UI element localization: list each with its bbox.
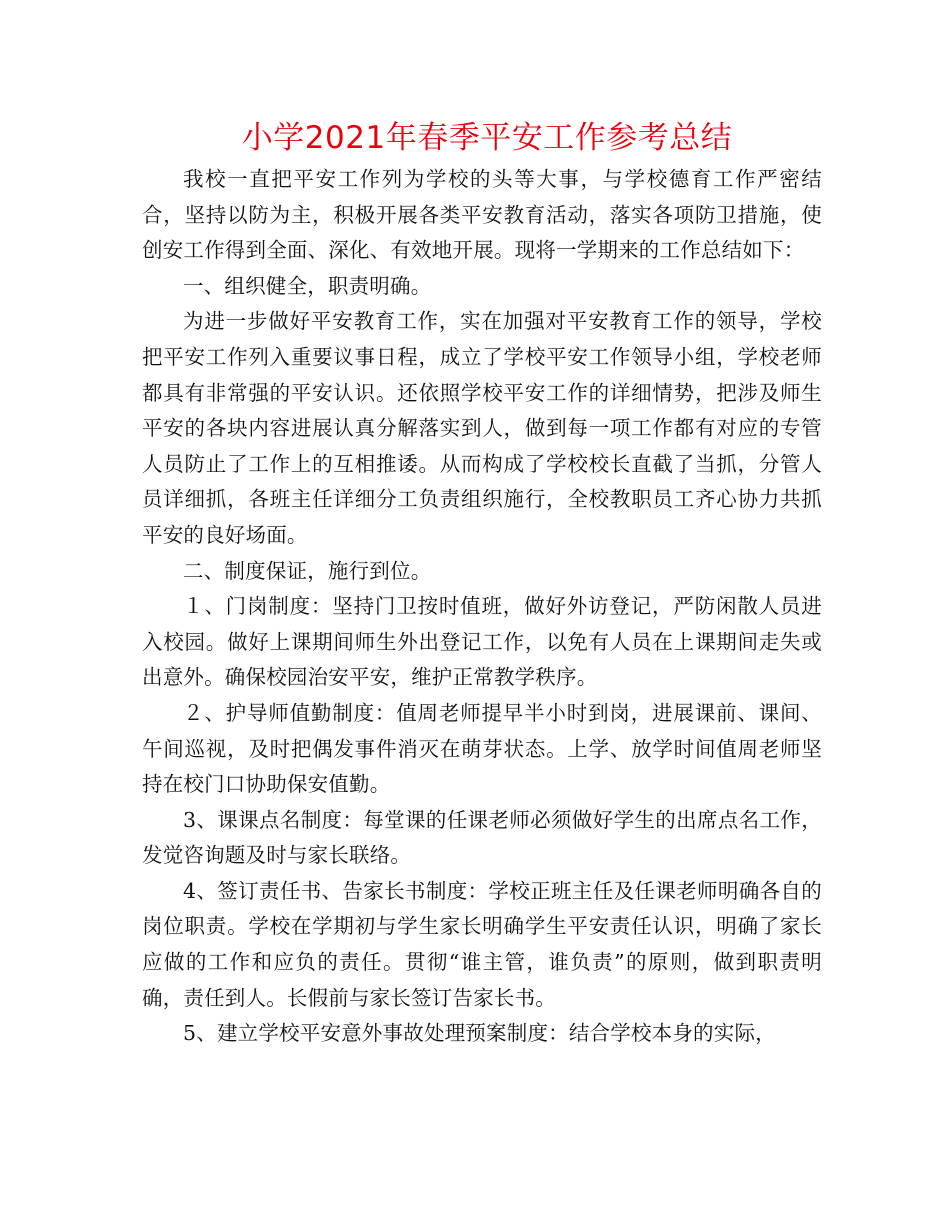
paragraph-organization: 为进一步做好平安教育工作，实在加强对平安教育工作的领导，学校把平安工作列入重要议事日程，成立了学校平安工作领导小组，学校老师都具有非常强的平安认识。还依照学校平安工作的详细情势，把涉及师生平安的各块内容进展认真分解落实到人，做到每一项工作都有对应的专管人员防止了工作上的互相推诿。从而构成了学校校长直截了当抓，分管人员详细抓，各班主任详细分工负责组织施行，全校教职员工齐心协力共抓平安的良好场面。 — [142, 309, 822, 547]
heading-section-2: 二、制度保证，施行到位。 — [183, 558, 432, 583]
paragraph-duty-system: ２、护导师值勤制度：值周老师提早半小时到岗，进展课前、课间、午间巡视，及时把偶发事件消灭在萌芽状态。上学、放学时间值周老师坚持在校门口协助保安值勤。 — [142, 700, 822, 797]
paragraph-intro: 我校一直把平安工作列为学校的头等大事，与学校德育工作严密结合，坚持以防为主，积极开展各类平安教育活动，落实各项防卫措施，使创安工作得到全面、深化、有效地开展。现将一学期来的工作总结如下： — [142, 167, 822, 263]
document-page — [142, 118, 822, 1052]
paragraph-emergency-plan: 5、建立学校平安意外事故处理预案制度：结合学校本身的实际， — [183, 1021, 776, 1046]
document-title: 小学2021年春季平安工作参考总结 — [241, 120, 733, 156]
paragraph-responsibility: 4、签订责任书、告家长书制度：学校正班主任及任课老师明确各自的岗位职责。学校在学期初与学生家长明确学生平安责任认识，明确了家长应做的工作和应负的责任。贯彻“谁主管，谁负责”的原则，做到职责明确，责任到人。长假前与家长签订告家长书。 — [142, 878, 822, 1010]
heading-section-1: 一、组织健全，职责明确。 — [183, 273, 432, 298]
paragraph-roll-call: 3、课课点名制度：每堂课的任课老师必须做好学生的出席点名工作，发觉咨询题及时与家长联络。 — [142, 807, 822, 868]
paragraph-gate-system: １、门岗制度：坚持门卫按时值班，做好外访登记，严防闲散人员进入校园。做好上课期间师生外出登记工作，以免有人员在上课期间走失或出意外。确保校园治安平安，维护正常教学秩序。 — [142, 594, 822, 690]
